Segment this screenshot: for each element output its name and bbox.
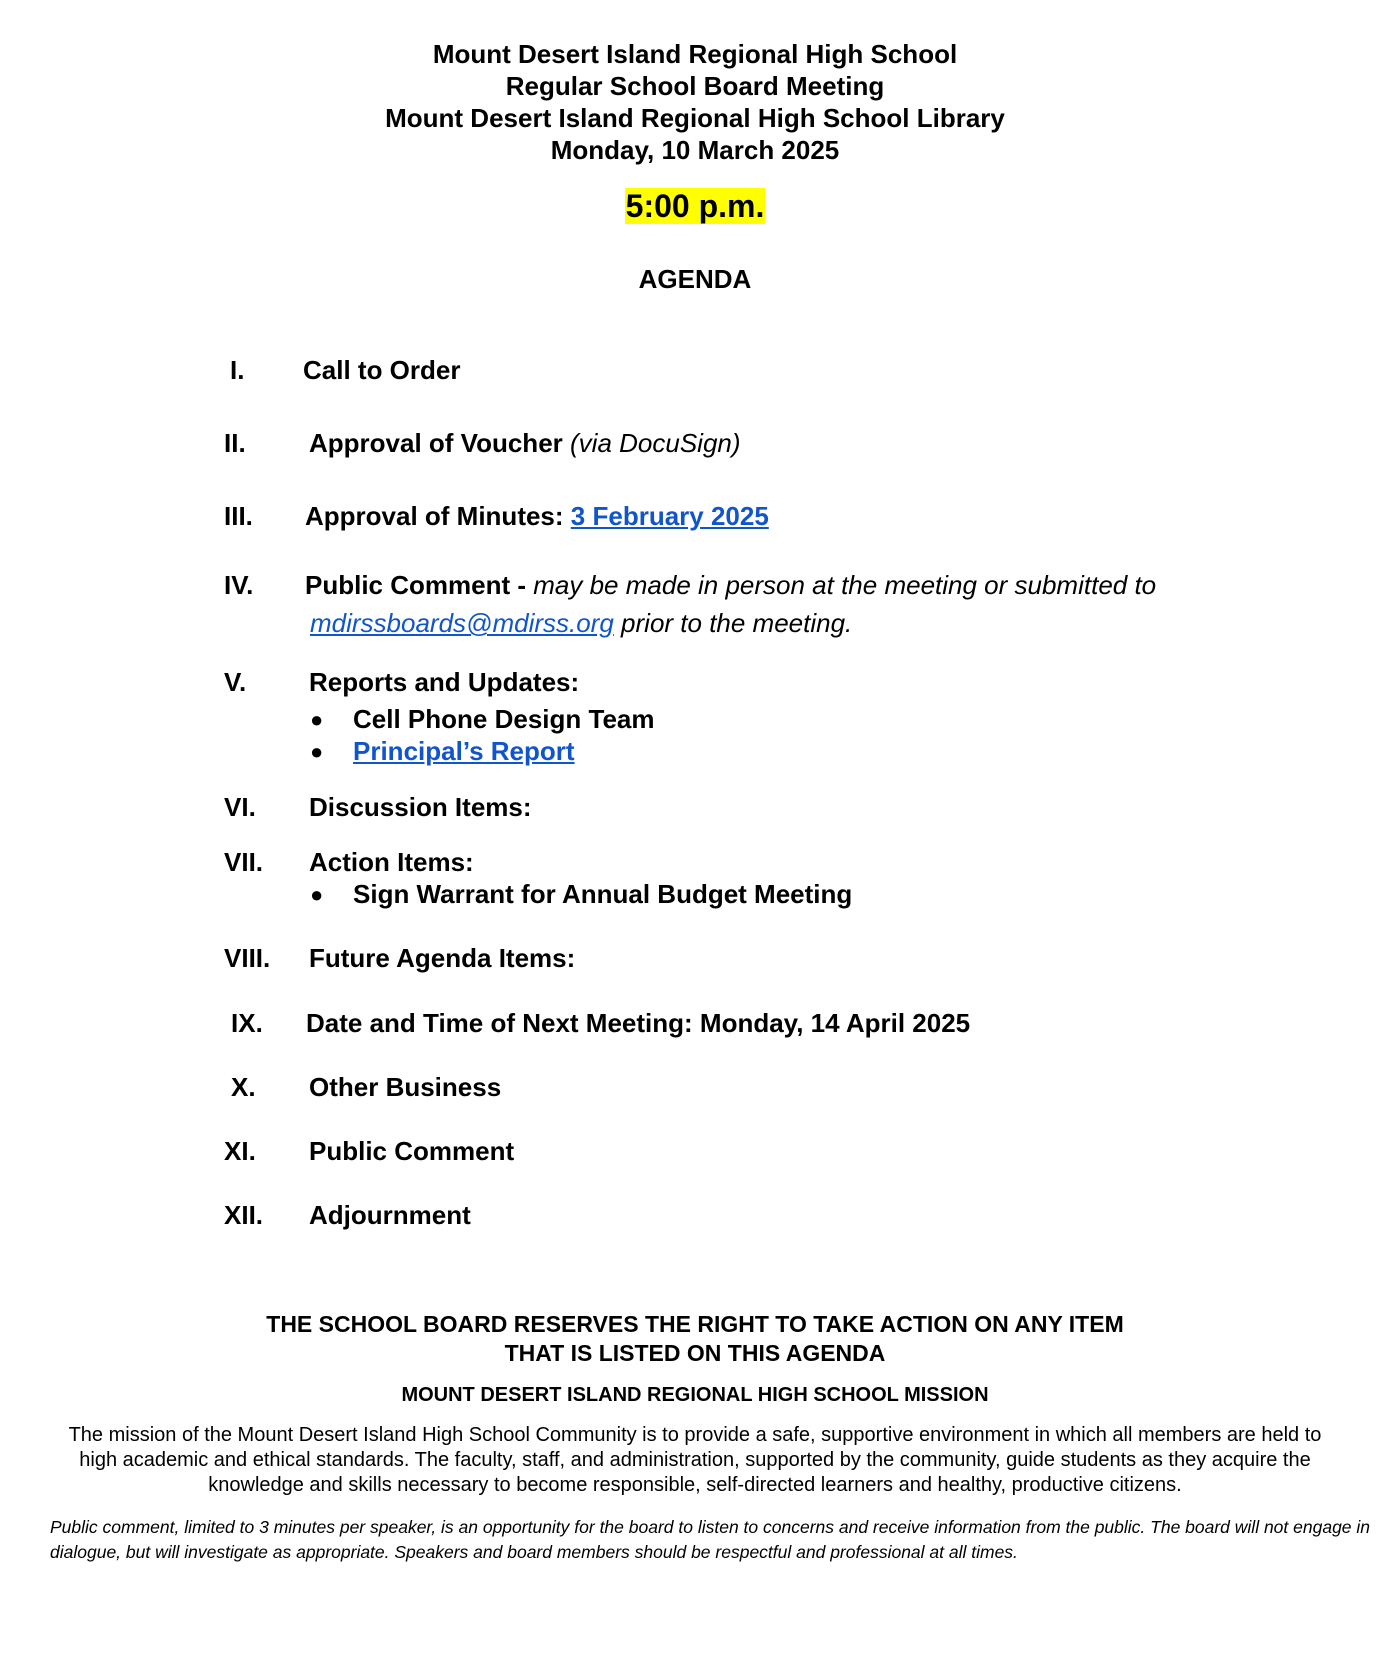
meeting-time-row [0,186,1390,226]
meeting-type: Regular School Board Meeting [505,71,885,101]
item-title: Adjournment [309,1200,471,1230]
bullet-sign-warrant: Sign Warrant for Annual Budget Meeting [353,879,853,909]
item-title: Other Business [309,1072,502,1102]
item-number: III. [224,501,253,531]
item-number: XI. [224,1136,256,1166]
item-note: (via DocuSign) [570,428,741,458]
item-title: Approval of Minutes: [305,501,564,531]
item-title: Approval of Voucher [309,428,563,458]
item-number: VIII. [224,943,271,973]
bullet-cell-phone-design-team: Cell Phone Design Team [353,704,655,734]
item-title: Discussion Items: [309,792,532,822]
item-title: Date and Time of Next Meeting: Monday, 14 April 2025 [306,1008,971,1038]
item-title: Future Agenda Items: [309,943,576,973]
school-name: Mount Desert Island Regional High School [432,39,958,69]
reserve-line-2: THAT IS LISTED ON THIS AGENDA [504,1340,886,1366]
item-number: II. [224,428,246,458]
item-number: IV. [224,570,254,600]
item-number: V. [224,667,247,697]
item-number: VI. [224,792,256,822]
item-title: Call to Order [303,355,461,385]
item-title: Public Comment [309,1136,515,1166]
item-number: IX. [231,1008,263,1038]
bullet-icon: ● [310,707,324,732]
item-note: may be made in person at the meeting or submitted to [533,570,1157,600]
item-title: Public Comment - [305,570,527,600]
principals-report-link[interactable]: Principal’s Report [353,736,575,766]
item-number: I. [230,355,245,385]
meeting-date: Monday, 10 March 2025 [550,135,840,165]
minutes-link[interactable]: 3 February 2025 [570,501,769,531]
mission-statement: The mission of the Mount Desert Island High School Community is to provide a safe, supportive environment in which all members are held to high academic and ethical standards. The faculty, staff, and administration, supported by the community, guide students as they acquire the knowledge and skills necessary to become responsible, self-directed learners and healthy, productive citizens. [68,1424,1322,1496]
public-comment-note: Public comment, limited to 3 minutes per speaker, is an opportunity for the board to listen to concerns and receive information from the public. The board will not engage in dialogue, but will investigate as appropriate. Speakers and board members should be respectful and professional at all times. [50,1517,1371,1562]
email-link[interactable]: mdirssboards@mdirss.org [310,608,614,638]
item-number: X. [231,1072,256,1102]
item-title: Reports and Updates: [309,667,580,697]
item-note-continued: prior to the meeting. [621,608,853,638]
item-title: Action Items: [309,847,474,877]
reserve-line-1: THE SCHOOL BOARD RESERVES THE RIGHT TO TAKE ACTION ON ANY ITEM [266,1311,1124,1337]
item-number: VII. [224,847,264,877]
meeting-location: Mount Desert Island Regional High School Library [385,103,1005,133]
item-number: XII. [224,1200,264,1230]
bullet-icon: ● [310,882,324,907]
bullet-icon: ● [310,739,324,764]
agenda-heading: AGENDA [638,264,752,294]
document-header [0,38,1390,166]
meeting-time: 5:00 p.m. [625,188,765,224]
reserve-right-notice [0,1310,1390,1368]
mission-heading: MOUNT DESERT ISLAND REGIONAL HIGH SCHOOL MISSION [401,1384,989,1406]
